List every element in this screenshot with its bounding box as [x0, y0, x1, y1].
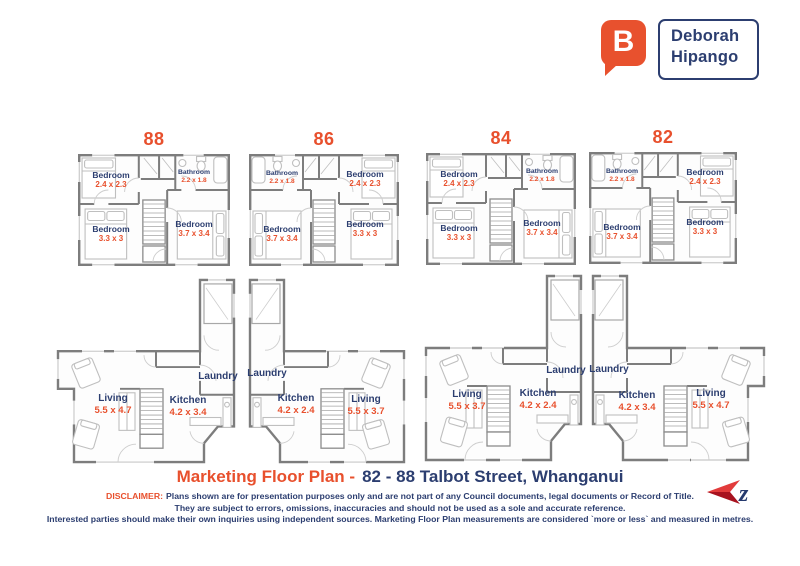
room-label: Kitchen 4.2 x 2.4 [519, 388, 557, 411]
room-label: Bedroom 3.7 x 3.4 [175, 219, 213, 238]
floor-plan-drawing [78, 154, 230, 266]
unit-82-ground-floor-plan [589, 274, 766, 464]
title-prefix: Marketing Floor Plan - [176, 467, 356, 486]
room-label: Bedroom 2.4 x 2.3 [92, 170, 130, 189]
brand-logo [598, 16, 750, 80]
unit-88-upper-floor-plan [78, 154, 230, 266]
agent-first-name: Deborah [671, 27, 740, 45]
sheet-title [0, 467, 800, 487]
room-label: Bedroom 3.3 x 3 [346, 219, 384, 238]
room-label: Laundry [589, 364, 629, 375]
room-label: Bedroom 3.7 x 3.4 [603, 222, 641, 241]
agent-name-box [658, 19, 759, 80]
room-label: Bedroom 3.3 x 3 [686, 217, 724, 236]
room-label: Bedroom 3.3 x 3 [92, 224, 130, 243]
unit-number-84: 84 [490, 128, 512, 148]
disclaimer-label: DISCLAIMER: [106, 491, 163, 501]
agent-last-name: Hipango [671, 48, 739, 66]
unit-number-88: 88 [143, 129, 165, 149]
speech-bubble-icon [601, 20, 646, 66]
unit-number-86: 86 [313, 129, 335, 149]
room-label: Bathroom 2.2 x 1.8 [605, 168, 639, 183]
room-label: Bathroom 2.2 x 1.8 [177, 169, 211, 184]
room-label: Bedroom 2.4 x 2.3 [440, 169, 478, 188]
room-label: Bedroom 3.7 x 3.4 [523, 218, 561, 237]
room-label: Living 5.5 x 4.7 [94, 393, 132, 416]
compass-letter: z [739, 481, 749, 507]
compass-north-arrow-icon [704, 477, 770, 507]
room-label: Living 5.5 x 3.7 [347, 394, 385, 417]
disclaimer-line-2: They are subject to errors, omissions, inaccuracies and should not be used as a sole and accurate reference. [174, 503, 626, 513]
unit-82-upper-floor-plan [589, 152, 737, 264]
room-label: Living 5.5 x 4.7 [692, 388, 730, 411]
unit-84-ground-floor-plan [424, 274, 585, 464]
disclaimer-line-3: Interested parties should make their own inquiries using independent sources. Marketing Floor Plan measurements are considered `more or less` and measured in metres. [46, 514, 754, 524]
room-label: Bedroom 3.3 x 3 [440, 223, 478, 242]
unit-84-upper-floor-plan [426, 153, 576, 265]
room-label: Bathroom 2.2 x 1.8 [525, 168, 559, 183]
room-label: Kitchen 4.2 x 3.4 [169, 395, 207, 418]
room-label: Bathroom 2.2 x 1.8 [265, 170, 299, 185]
room-label: Kitchen 4.2 x 3.4 [618, 390, 656, 413]
floor-plan-drawing [426, 153, 576, 265]
room-label: Kitchen 4.2 x 2.4 [277, 393, 315, 416]
floor-plan-drawing [249, 154, 399, 266]
room-label: Laundry [546, 365, 586, 376]
room-label: Living 5.5 x 3.7 [448, 389, 486, 412]
unit-number-82: 82 [652, 127, 674, 147]
unit-86-upper-floor-plan [249, 154, 399, 266]
unit-86-ground-floor-plan [246, 278, 406, 466]
unit-88-ground-floor-plan [56, 278, 238, 466]
disclaimer-text-1: Plans shown are for presentation purposes only and are not part of any Council documents, legal documents or Record of Title. [166, 491, 694, 501]
floor-plan-drawing [589, 152, 737, 264]
title-address: 82 - 88 Talbot Street, Whanganui [362, 467, 624, 486]
room-label: Laundry [198, 371, 238, 382]
room-label: Bedroom 3.7 x 3.4 [263, 224, 301, 243]
room-label: Bedroom 2.4 x 2.3 [686, 167, 724, 186]
room-label: Laundry [247, 368, 287, 379]
room-label: Bedroom 2.4 x 2.3 [346, 169, 384, 188]
disclaimer-line-1 [0, 491, 800, 501]
logo-letter: B [612, 25, 635, 58]
